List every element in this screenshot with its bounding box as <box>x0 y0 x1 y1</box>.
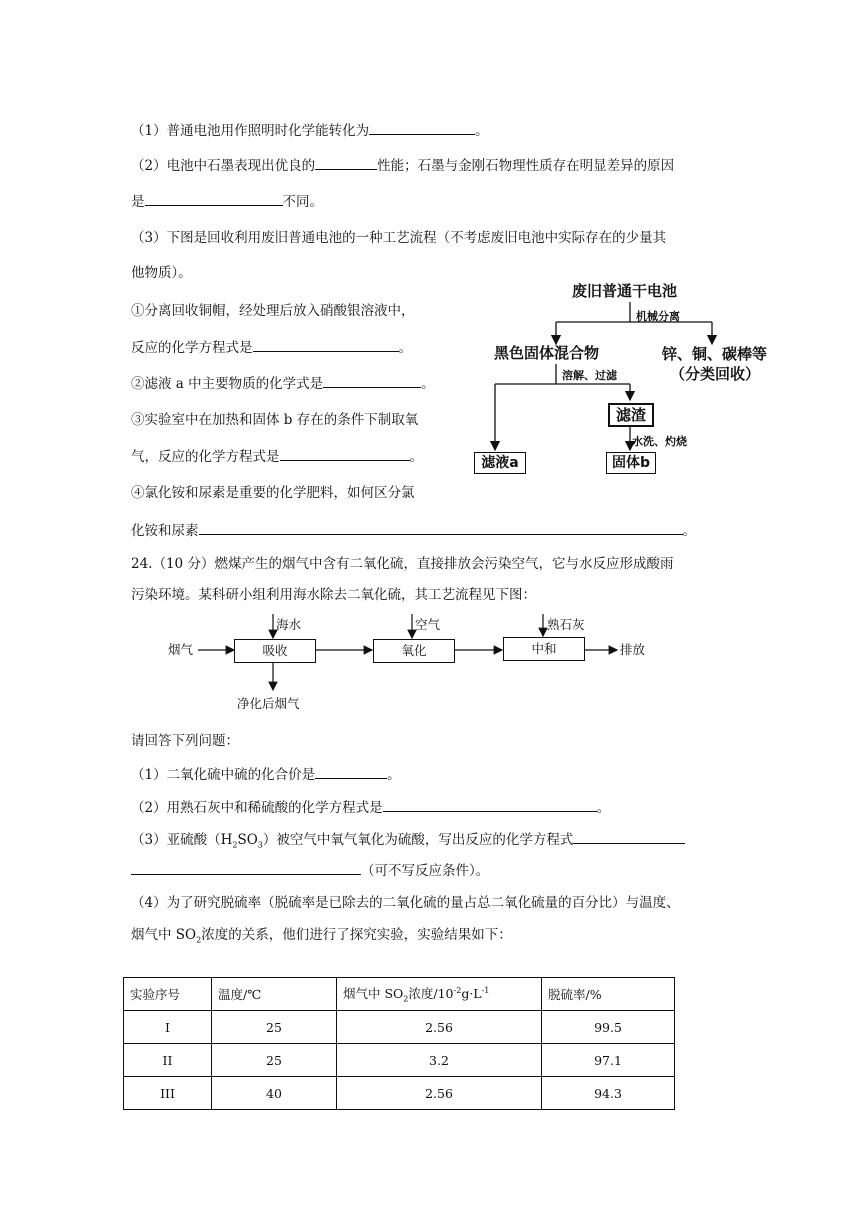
so2-oxidize-box: 氧化 <box>373 639 455 663</box>
q23-sub4a: ④氯化铵和尿素是重要的化学肥料，如何区分氯 <box>131 485 415 501</box>
q23-line2: （2）电池中石墨表现出优良的 性能；石墨与金刚石物理性质存在明显差异的原因 <box>131 155 674 176</box>
flow-filtrate-a-box: 滤液a <box>474 452 526 474</box>
table-header-row <box>124 978 675 1011</box>
q24-a1: （1）二氧化硫中硫的化合价是 。 <box>131 764 401 785</box>
answer-blank[interactable] <box>383 797 597 812</box>
cell-conc: 3.2 <box>337 1044 542 1077</box>
cell-rate: 99.5 <box>542 1011 675 1044</box>
cell-rate: 97.1 <box>542 1044 675 1077</box>
q23-sub2: ②滤液 a 中主要物质的化学式是 。 <box>131 373 435 394</box>
cell-id: II <box>124 1044 212 1077</box>
flow-step-wash: 水洗、灼烧 <box>632 435 687 448</box>
cell-id: III <box>124 1077 212 1110</box>
q23-sub1b: 反应的化学方程式是 。 <box>131 337 412 358</box>
answer-blank[interactable] <box>573 829 685 844</box>
flow-black-solid: 黑色固体混合物 <box>494 344 600 362</box>
cell-id: I <box>124 1011 212 1044</box>
header-conc: 烟气中 $SO_2$浓度$/10^{-2}g\cdot L^{-1}$ <box>337 978 542 1011</box>
q24-a2: （2）用熟石灰中和稀硫酸的化学方程式是 。 <box>131 797 610 818</box>
q23-sub4b: 化铵和尿素 。 <box>131 520 696 541</box>
q24-a4a: （4）为了研究脱硫率（脱硫率是已除去的二氧化硫的量占总二氧化硫量的百分比）与温度、 <box>131 895 680 911</box>
answer-blank[interactable] <box>315 764 387 779</box>
so2-discharge: 排放 <box>620 642 646 657</box>
table-row <box>124 1044 675 1077</box>
q23-line5: 他物质）。 <box>131 265 192 281</box>
so2-flue-gas: 烟气 <box>168 642 194 657</box>
cell-rate: 94.3 <box>542 1077 675 1110</box>
table-row <box>124 1011 675 1044</box>
flow-zn-cu-c: 锌、铜、碳棒等 <box>662 345 768 363</box>
results-table <box>123 977 675 1110</box>
q24-a4b: 烟气中 $SO_2$浓度的关系，他们进行了探究实验，实验结果如下： <box>131 927 512 945</box>
so2-absorb-box: 吸收 <box>234 639 316 663</box>
q23-line4: （3）下图是回收利用废旧普通电池的一种工艺流程（不考虑废旧电池中实际存在的少量其 <box>131 230 667 246</box>
q23-line1: （1）普通电池用作照明时化学能转化为 。 <box>131 120 489 141</box>
q24-line1: 24.（10 分）燃煤产生的烟气中含有二氧化硫，直接排放会污染空气，它与水反应形成酸雨 <box>131 556 674 572</box>
cell-temp: 25 <box>212 1011 337 1044</box>
cell-temp: 40 <box>212 1077 337 1110</box>
table-row <box>124 1077 675 1110</box>
q23-sub3b: 气，反应的化学方程式是 。 <box>131 446 423 467</box>
so2-seawater: 海水 <box>276 617 302 632</box>
q23-sub1a: ①分离回收铜帽，经处理后放入硝酸银溶液中， <box>131 303 415 319</box>
flow-battery-title: 废旧普通干电池 <box>572 282 678 300</box>
answer-blank[interactable] <box>131 860 361 875</box>
header-temp: 温度/℃ <box>212 978 337 1011</box>
q24-a3-cont: （可不写反应条件）。 <box>131 860 489 881</box>
header-rate: 脱硫率/% <box>542 978 675 1011</box>
cell-temp: 25 <box>212 1044 337 1077</box>
flow-residue-box: 滤渣 <box>608 403 654 427</box>
cell-conc: 2.56 <box>337 1011 542 1044</box>
header-id: 实验序号 <box>124 978 212 1011</box>
q24-line2: 污染环境。某科研小组利用海水除去二氧化硫，其工艺流程见下图： <box>131 587 536 603</box>
cell-conc: 2.56 <box>337 1077 542 1110</box>
so2-neutralize-box: 中和 <box>503 637 585 661</box>
flow-step-dissolve: 溶解、过滤 <box>562 369 617 382</box>
flow-step-mechanical: 机械分离 <box>636 310 680 323</box>
so2-lime: 熟石灰 <box>547 617 585 632</box>
flow-sorted-recycle: （分类回收） <box>670 365 761 383</box>
so2-clean-gas: 净化后烟气 <box>237 696 300 711</box>
so2-air: 空气 <box>415 617 441 632</box>
flow-solid-b-box: 固体b <box>606 452 656 474</box>
q24-a3: （3）亚硫酸$(H_2SO_3)$被空气中氧气氧化为硫酸，写出反应的化学方程式 <box>131 829 685 856</box>
q23-line3: 是 不同。 <box>131 191 323 212</box>
q24-ask: 请回答下列问题： <box>131 733 239 749</box>
q23-sub3a: ③实验室中在加热和固体 b 存在的条件下制取氧 <box>131 412 419 428</box>
